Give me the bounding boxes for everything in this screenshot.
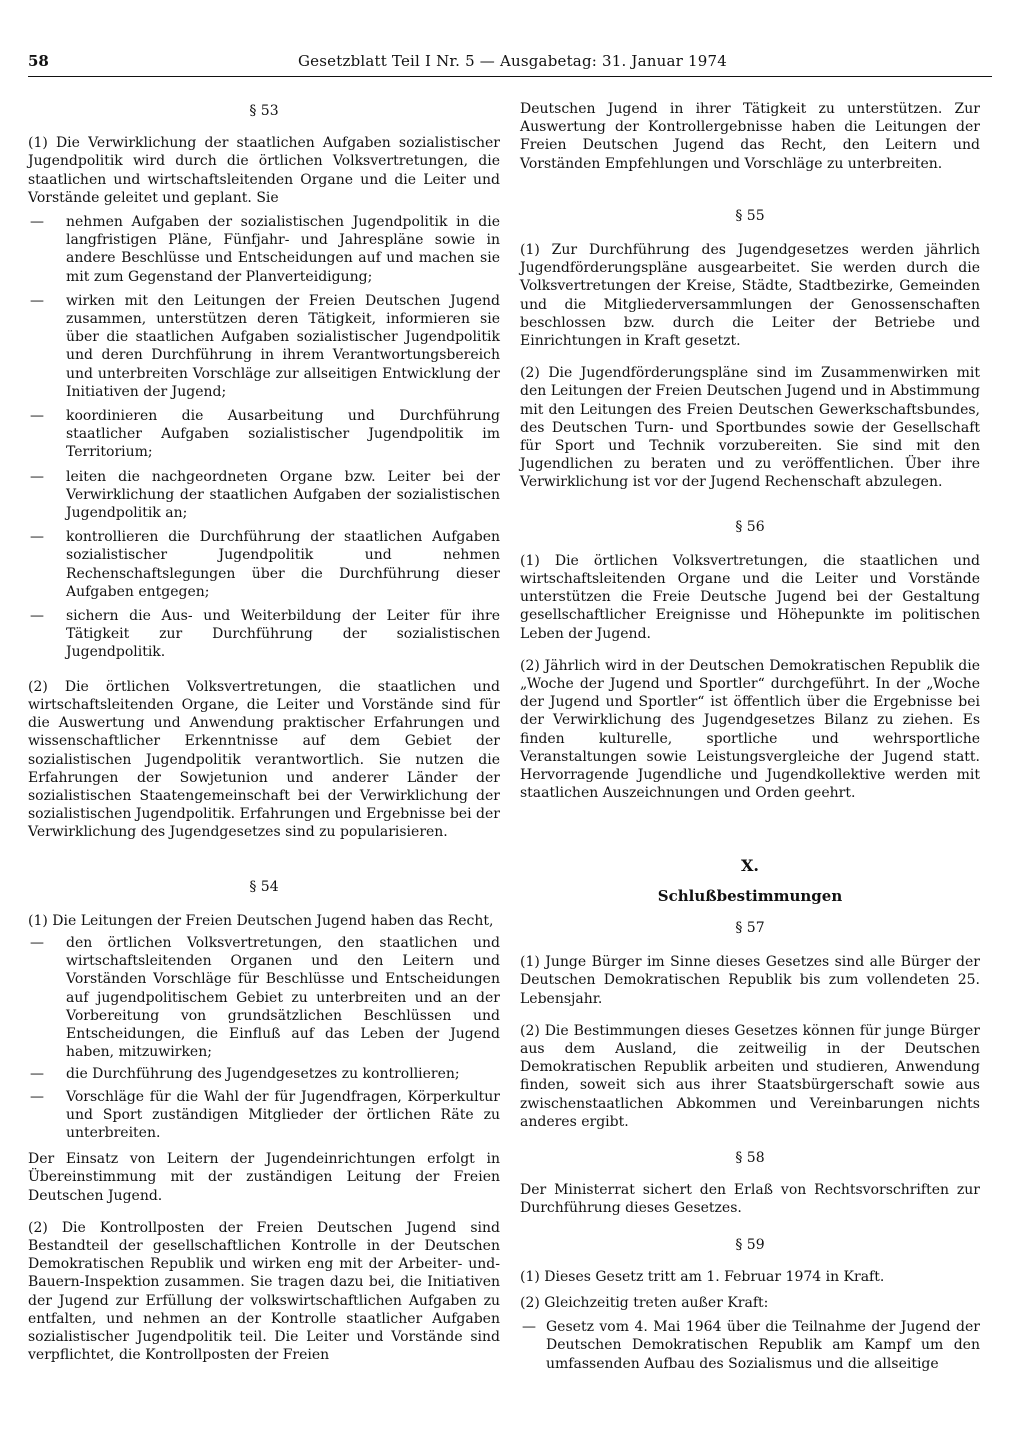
section-heading-54: § 54	[249, 878, 279, 895]
list-item-text: Gesetz vom 4. Mai 1964 über die Teilnahme der Jugend der Deutschen Demokratischen Republik am Kampf um den umfassenden Aufbau des Sozialismus und die allseitige	[546, 1319, 980, 1372]
dash-marker: —	[522, 1319, 536, 1336]
list-item	[28, 934, 500, 1061]
s59-paragraph-2: (2) Gleichzeitig treten außer Kraft:	[520, 1294, 769, 1311]
s54-paragraph-2: (2) Die Kontrollposten der Freien Deutschen Jugend sind Bestandteil der gesellschaftlichen Kontrolle in der Deutschen Demokratischen Republik und wirken eng mit der Arbeiter- und-Bauern-Inspektion zusammen. Sie tragen dazu bei, die Initiativen der Jugend zur Erfüllung der volkswirtschaftlichen Aufgaben zu entfalten, und nehmen an der Kontrolle staatlicher Aufgaben sozialistischer Jugendpolitik teil. Die Leiter und Vorstände sind verpflichtet, die Kontrollposten der Freien	[28, 1219, 500, 1364]
s54-paragraph-1: (1) Die Leitungen der Freien Deutschen Jugend haben das Recht,	[28, 912, 494, 929]
header-title: Gesetzblatt Teil I Nr. 5 — Ausgabetag: 31. Januar 1974	[298, 52, 727, 70]
dash-marker: —	[30, 1066, 44, 1083]
chapter-number: X.	[741, 855, 759, 875]
s55-paragraph-2: (2) Die Jugendförderungspläne sind im Zusammenwirken mit den Leitungen der Freien Deutschen Jugend und in Abstimmung mit den Leitungen des Freien Deutschen Gewerkschaftsbundes, des Deutschen Turn- und Sportbundes sowie der Gesellschaft für Sport und Technik vorzubereiten. Sie sind mit den Jugendlichen zu beraten und zu veröffentlichen. Über ihre Verwirklichung ist vor der Jugend Rechenschaft abzulegen.	[520, 365, 981, 491]
right-column	[520, 100, 980, 1373]
section-heading-58: § 58	[735, 1149, 765, 1166]
list-item	[28, 407, 500, 462]
s56-paragraph-2: (2) Jährlich wird in der Deutschen Demokratischen Republik die „Woche der Jugend und Sportler“ durchgeführt. In der „Woche der Jugend und Sportler“ ist öffentlich über die Ergebnisse bei der Verwirklichung des Jugendgesetzes Bilanz zu ziehen. Es finden kulturelle, sportliche und wehrsportliche Veranstaltungen sowie Leistungsvergleiche der Jugend statt. Hervorragende Jugendliche und Jugendkollektive werden mit staatlichen Auszeichnungen und Orden geehrt.	[520, 657, 980, 802]
dash-marker: —	[30, 214, 44, 231]
s57-paragraph-1: (1) Junge Bürger im Sinne dieses Gesetzes sind alle Bürger der Deutschen Demokratischen Republik bis zum vollendeten 25. Lebensjahr.	[520, 954, 980, 1007]
list-item-text: leiten die nachgeordneten Organe bzw. Leiter bei der Verwirklichung der staatlichen Aufgaben der sozialistischen Jugendpolitik an;	[66, 468, 500, 522]
list-item	[520, 1318, 980, 1373]
list-item	[28, 1088, 500, 1143]
dash-marker: —	[30, 468, 44, 485]
s54-paragraph-1b: Der Einsatz von Leitern der Jugendeinrichtungen erfolgt in Übereinstimmung mit der zuständigen Leitung der Freien Deutschen Jugend.	[28, 1151, 500, 1204]
list-item	[28, 528, 500, 601]
list-item-text: den örtlichen Volksvertretungen, den staatlichen und wirtschaftsleitenden Organen und den Leitern und Vorständen Vorschläge für Beschlüsse und Entscheidungen auf jugendpolitischem Gebiet zu unterbreiten und an der Vorbereitung von grundsätzlichen Beschlüssen und Entscheidungen, die Einfluß auf das Leben der Jugend haben, mitzuwirken;	[66, 934, 500, 1061]
s55-paragraph-1: (1) Zur Durchführung des Jugendgesetzes werden jährlich Jugendförderungspläne ausgearbeitet. Sie werden durch die Volksvertretungen der Kreise, Städte, Stadtbezirke, Gemeinden und die Mitgliederversammlungen der Genossenschaften beschlossen bzw. durch die Leiter der Betriebe und Einrichtungen in Kraft gesetzt.	[520, 242, 980, 350]
s53-paragraph-2: (2) Die örtlichen Volksvertretungen, die staatlichen und wirtschaftsleitenden Organe, die Leiter und Vorstände sind für die Auswertung und Anwendung praktischer Erfahrungen und wissenschaftlicher Erkenntnisse auf dem Gebiet der sozialistischen Jugendpolitik verantwortlich. Sie nutzen die Erfahrungen der Sowjetunion und anderer Länder der sozialistischen Staatengemeinschaft bei der Verwirklichung der sozialistischen Jugendpolitik. Erfahrungen und Ergebnisse bei der Verwirklichung des Jugendgesetzes sind zu popularisieren.	[28, 678, 500, 841]
section-heading-55: § 55	[735, 207, 765, 224]
s53-paragraph-1: (1) Die Verwirklichung der staatlichen Aufgaben sozialistischer Jugendpolitik wird durch die örtlichen Volksvertretungen, die staatlichen und wirtschaftsleitenden Organe und die Leiter und Vorstände geleitet und geplant. Sie	[28, 135, 500, 206]
list-item-text: kontrollieren die Durchführung der staatlichen Aufgaben sozialistischer Jugendpolitik und nehmen Rechenschaftslegungen über die Durchführung dieser Aufgaben entgegen;	[66, 529, 500, 600]
s59-paragraph-1: (1) Dieses Gesetz tritt am 1. Februar 1974 in Kraft.	[520, 1268, 885, 1285]
section-heading-57: § 57	[735, 919, 765, 936]
list-item-text: koordinieren die Ausarbeitung und Durchführung staatlicher Aufgaben sozialistischer Jugendpolitik im Territorium;	[66, 408, 500, 461]
chapter-title: Schlußbestimmungen	[657, 886, 843, 905]
page-header	[28, 52, 992, 77]
dash-marker: —	[30, 608, 44, 625]
left-column	[28, 100, 500, 1364]
list-item-text: Vorschläge für die Wahl der für Jugendfragen, Körperkultur und Sport zuständigen Mitglieder der örtlichen Räte zu unterbreiten.	[66, 1088, 500, 1141]
list-item	[28, 607, 500, 662]
s54-continuation: Deutschen Jugend in ihrer Tätigkeit zu unterstützen. Zur Auswertung der Kontrollergebnisse haben die Leitungen der Freien Deutschen Jugend das Recht, den Leitern und Vorständen Empfehlungen und Vorschläge zu unterbreiten.	[520, 101, 980, 172]
list-item-text: wirken mit den Leitungen der Freien Deutschen Jugend zusammen, unterstützen deren Tätigkeit, informieren sie über die staatlichen Aufgaben sozialistischer Jugendpolitik und deren Durchführung in ihrem Verantwortungsbereich und unterbreiten Vorschläge zur allseitigen Entwicklung der Initiativen der Jugend;	[66, 292, 500, 400]
page-number: 58	[28, 52, 49, 70]
list-item-text: sichern die Aus- und Weiterbildung der Leiter für ihre Tätigkeit zur Durchführung der sozialistischen Jugendpolitik.	[66, 608, 500, 661]
section-heading-56: § 56	[735, 518, 765, 535]
list-item	[28, 213, 500, 286]
s57-paragraph-2: (2) Die Bestimmungen dieses Gesetzes können für junge Bürger aus dem Ausland, die zeitweilig in der Deutschen Demokratischen Republik arbeiten und studieren, Anwendung finden, soweit sich aus ihrer Staatsbürgerschaft sowie aus zwischenstaatlichen Abkommen und Vereinbarungen nichts anderes ergibt.	[520, 1022, 980, 1130]
section-heading-53: § 53	[249, 103, 279, 119]
list-item-text: die Durchführung des Jugendgesetzes zu kontrollieren;	[66, 1066, 460, 1083]
dash-marker: —	[30, 1088, 44, 1105]
section-heading-59: § 59	[735, 1236, 765, 1253]
list-item	[28, 1065, 500, 1083]
list-item	[28, 468, 500, 523]
s56-paragraph-1: (1) Die örtlichen Volksvertretungen, die staatlichen und wirtschaftsleitenden Organe und die Leiter und Vorstände unterstützen die Freie Deutsche Jugend bei der Gestaltung gesellschaftlicher Ereignisse und Höhepunkte im politischen Leben der Jugend.	[520, 552, 980, 642]
dash-marker: —	[30, 408, 44, 425]
dash-marker: —	[30, 934, 44, 951]
s58-paragraph-1: Der Ministerrat sichert den Erlaß von Rechtsvorschriften zur Durchführung dieses Gesetzes.	[520, 1182, 980, 1217]
dash-marker: —	[30, 529, 44, 546]
list-item-text: nehmen Aufgaben der sozialistischen Jugendpolitik in die langfristigen Pläne, Fünfjahr- und Jahrespläne sowie in andere Beschlüsse und Entscheidungen auf und machen sie mit zum Gegenstand der Planverteidigung;	[66, 214, 500, 285]
list-item	[28, 292, 500, 401]
dash-marker: —	[30, 292, 44, 309]
